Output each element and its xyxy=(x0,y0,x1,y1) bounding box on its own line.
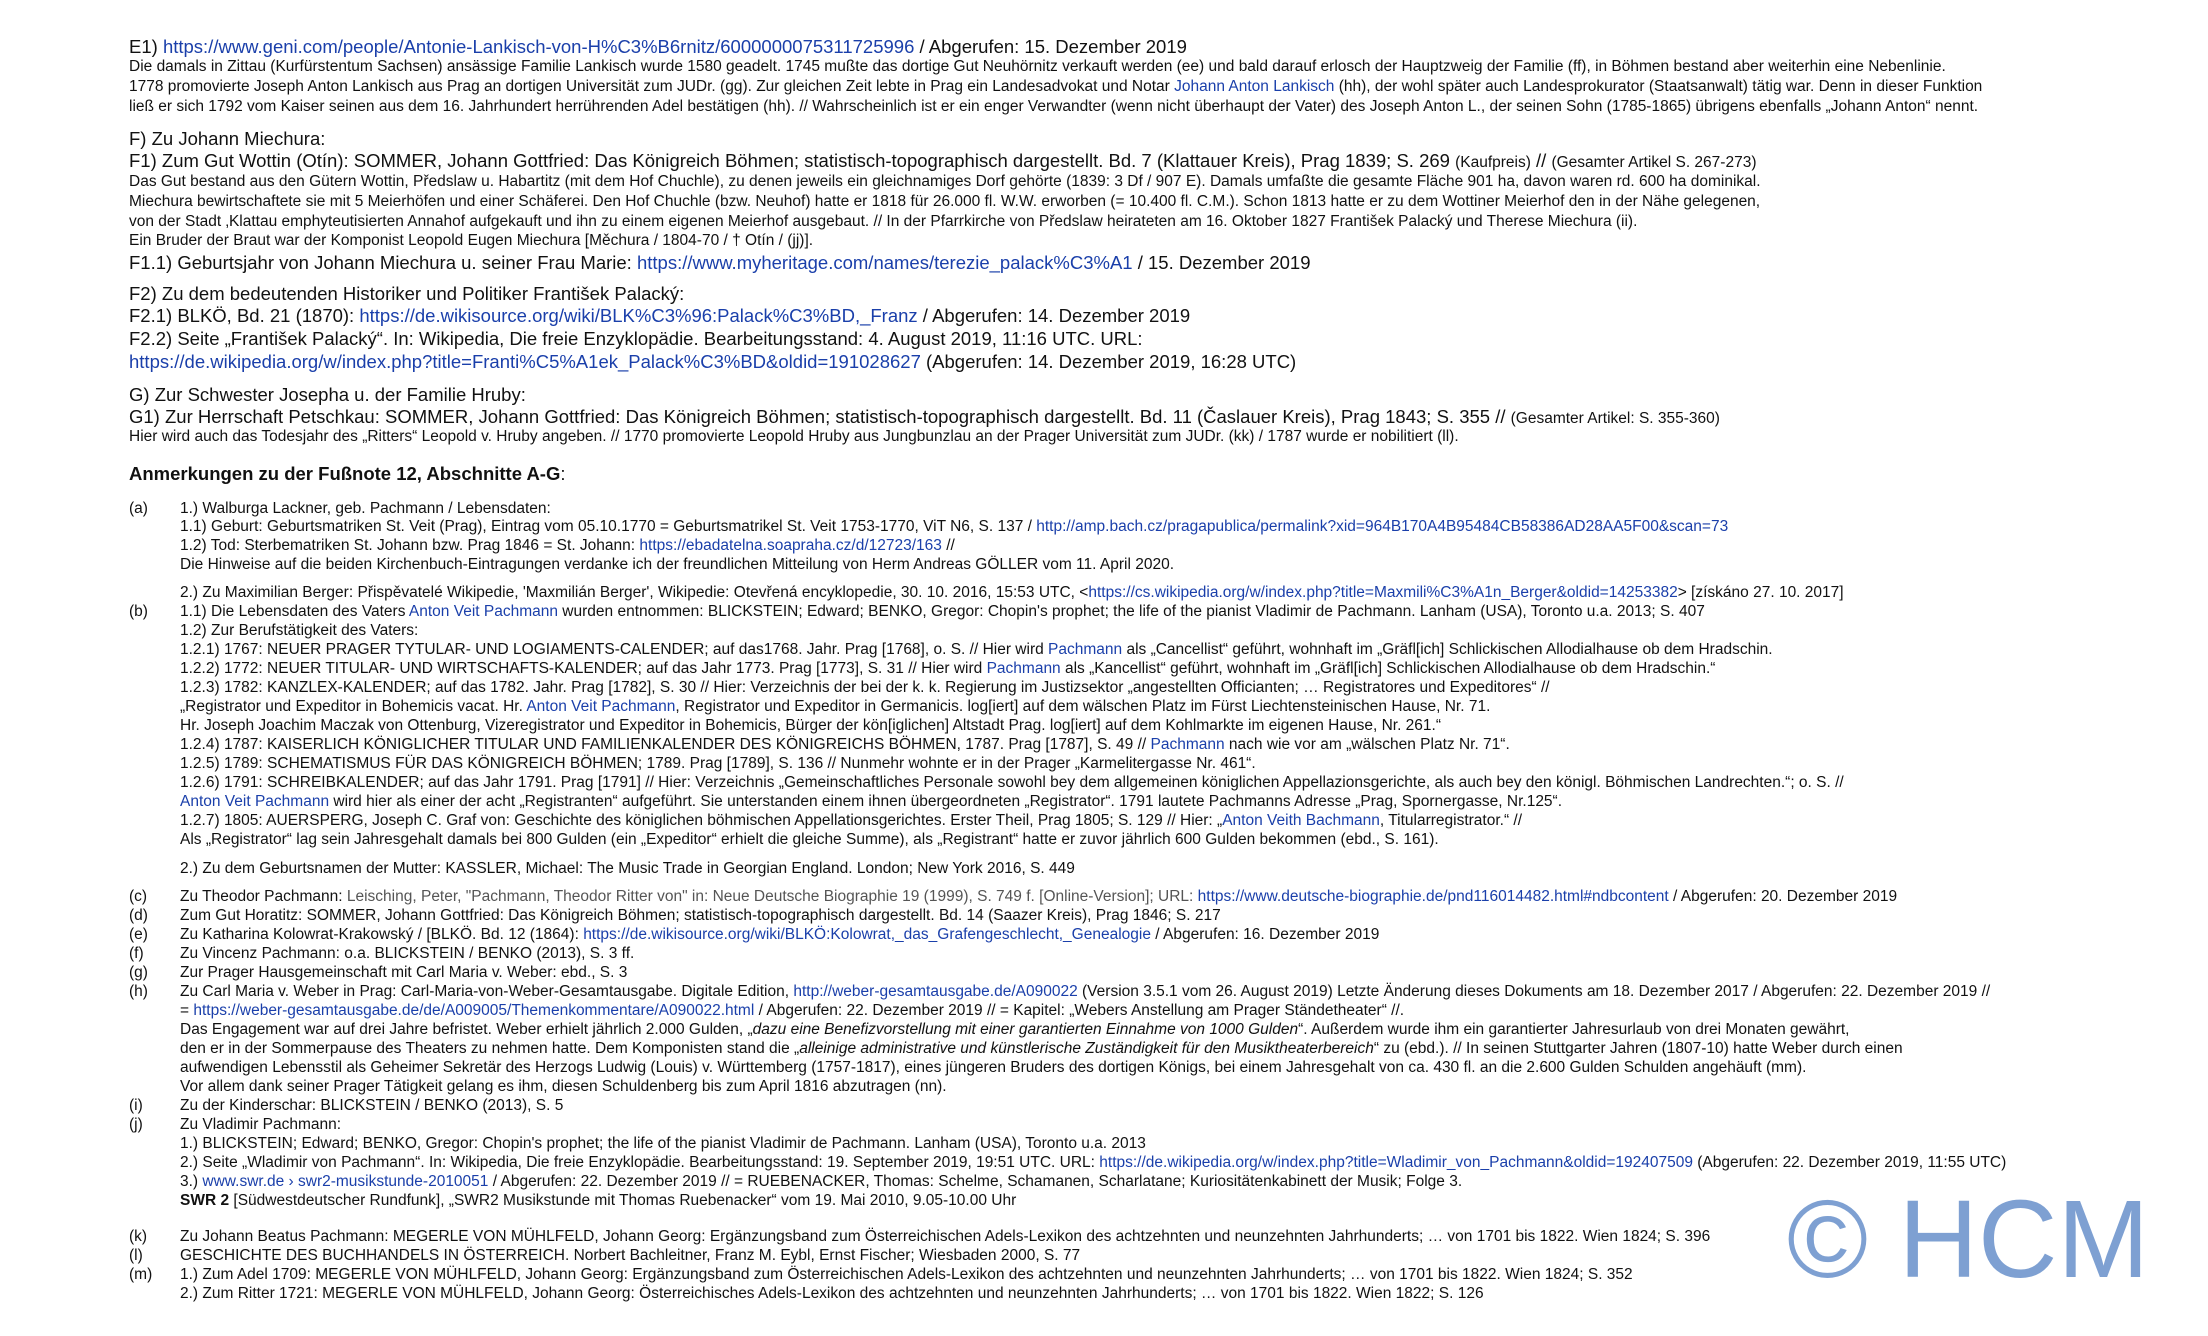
text-segment: Die damals in Zittau (Kurfürstentum Sachsen) ansässige Familie Lankisch wurde 1580 geadelt. 1745 mußte das dortige Gut Neuhörnitz verkauft werden (ee) und bald darauf erlosch der Hauptzweig der Familie (ff), in Böhmen bestand aber weiterhin eine Nebenlinie. xyxy=(129,58,1946,75)
text-segment: 2.) Zu dem Geburtsnamen der Mutter: KASSLER, Michael: The Music Trade in Georgian England. London; New York 2016, S. 449 xyxy=(180,860,1075,877)
text-segment: (Gesamter Artikel S. 267-273) xyxy=(1551,154,1757,171)
text-line xyxy=(129,965,148,981)
text-segment: (e) xyxy=(129,926,148,943)
highlighted-name: Johann Anton Lankisch xyxy=(1174,78,1335,95)
text-segment: wird hier als einer der acht „Registranten“ aufgeführt. Sie unterstanden einem ihnen übergeordneten „Registrator“. 1791 lautete Pachmanns Adresse „Prag, Spornergasse, Nr.125“. xyxy=(329,793,1563,810)
text-segment: (j) xyxy=(129,1116,143,1133)
text-segment: GESCHICHTE DES BUCHHANDELS IN ÖSTERREICH. Norbert Bachleitner, Franz M. Eybl, Ernst Fischer; Wiesbaden 2000, S. 77 xyxy=(180,1247,1081,1264)
text-segment: / Abgerufen: 20. Dezember 2019 xyxy=(1668,888,1898,905)
text-segment: 1.) BLICKSTEIN; Edward; BENKO, Gregor: Chopin's prophet; the life of the pianist Vladimir de Pachmann. Lanham (USA), Toronto u.a. 2013 xyxy=(180,1135,1146,1152)
text-line xyxy=(129,194,1760,210)
text-segment: aufwendigen Lebensstil als Geheimer Sekretär des Herzogs Ludwig (Louis) v. Württemberg (1757-1817), eines jüngeren Bruders des dortigen Königs, bei einem Jahresgehalt von ca. 430 fl. an die 2.600 Gulden Schulden angehäuft (mm). xyxy=(180,1059,1807,1076)
text-line xyxy=(180,699,1490,715)
text-segment: nach wie vor am „wälschen Platz Nr. 71“. xyxy=(1224,736,1510,753)
text-line xyxy=(129,429,1459,445)
text-segment: F2) Zu dem bedeutenden Historiker und Politiker František Palacký: xyxy=(129,283,685,304)
text-segment: // xyxy=(941,537,955,554)
hyperlink[interactable]: https://www.deutsche-biographie.de/pnd116014482.html#ndbcontent xyxy=(1197,888,1669,905)
text-line xyxy=(129,233,813,249)
text-line xyxy=(129,1267,152,1283)
text-segment: 3.) xyxy=(180,1173,203,1190)
text-line xyxy=(129,99,1978,115)
text-line xyxy=(129,1117,143,1133)
text-line xyxy=(180,538,955,554)
text-line xyxy=(129,386,526,405)
text-line xyxy=(180,889,1897,905)
text-segment: 1.) Zum Adel 1709: MEGERLE VON MÜHLFELD, Johann Georg: Ergänzungsband zum Österreichischen Adels-Lexikon des achtzehnten und neunzehnten Jahrhunderts; … von 1701 bis 1822. Wien 1824; S. 352 xyxy=(180,1266,1633,1283)
text-segment: = xyxy=(180,1002,194,1019)
text-segment: / Abgerufen: 22. Dezember 2019 // = Kapitel: „Webers Anstellung am Prager Ständetheater“ //. xyxy=(754,1002,1405,1019)
text-segment: 2.) Zu Maximilian Berger: Přispěvatelé Wikipedie, 'Maxmilián Berger', Wikipedie: Otevřená encyklopedie, 30. 10. 2016, 15:53 UTC, < xyxy=(180,584,1089,601)
text-segment: / Abgerufen: 15. Dezember 2019 xyxy=(914,36,1187,57)
text-line xyxy=(180,1174,1462,1190)
text-line xyxy=(129,353,1296,372)
text-line xyxy=(180,775,1844,791)
text-line xyxy=(129,465,566,484)
hyperlink[interactable]: https://www.myheritage.com/names/terezie_palack%C3%A1 xyxy=(636,252,1133,273)
text-segment: den er in der Sommerpause des Theaters zu nehmen hatte. Dem Komponisten stand die „ xyxy=(180,1040,800,1057)
text-line xyxy=(180,794,1562,810)
text-line xyxy=(180,1155,2006,1171)
hyperlink[interactable]: https://www.geni.com/people/Antonie-Lankisch-von-H%C3%B6rnitz/6000000075311725996 xyxy=(162,36,915,57)
hyperlink[interactable]: https://de.wikipedia.org/w/index.php?title=Wladimir_von_Pachmann&oldid=192407509 xyxy=(1099,1154,1693,1171)
text-line xyxy=(129,59,1946,75)
hyperlink[interactable]: https://ebadatelna.soapraha.cz/d/12723/163 xyxy=(639,537,942,554)
text-segment: F2.1) BLKÖ, Bd. 21 (1870): xyxy=(129,305,360,326)
text-line xyxy=(180,1286,1484,1302)
text-segment: Zur Prager Hausgemeinschaft mit Carl Maria v. Weber: ebd., S. 3 xyxy=(180,964,628,981)
text-segment: Zu Theodor Pachmann: xyxy=(180,888,347,905)
text-segment: , Registrator und Expeditor in Germanicis. log[iert] auf dem wälschen Platz im Fürst Liechtensteinischen Hause, Nr. 71. xyxy=(675,698,1491,715)
text-segment: Als „Registrator“ lag sein Jahresgehalt damals bei 800 Gulden (ein „Expeditor“ erhielt die gleiche Summe), als „Registrant“ hatte er zuvor jährlich 600 Gulden bekommen (ebd., S. 161). xyxy=(180,831,1439,848)
text-segment: Vor allem dank seiner Prager Tätigkeit gelang es ihm, diesen Schuldenberg bis zum April 1816 abzutragen (nn). xyxy=(180,1078,947,1095)
copyright-watermark: © HCM xyxy=(1787,1178,2150,1301)
text-line xyxy=(180,680,1550,696)
text-line xyxy=(180,1003,1404,1019)
text-segment: Hier wird auch das Todesjahr des „Ritters“ Leopold v. Hruby angeben. // 1770 promovierte Leopold Hruby aus Jungbunzlau an der Prager Universität zum JUDr. (kk) / 1787 wurde er nobilitiert (ll). xyxy=(129,428,1459,445)
highlighted-name: Anton Veit Pachmann xyxy=(526,698,676,715)
highlighted-name: Pachmann xyxy=(1150,736,1225,753)
text-segment: 1.1) Die Lebensdaten des Vaters xyxy=(180,603,409,620)
text-line xyxy=(180,965,627,981)
text-segment: (f) xyxy=(129,945,144,962)
text-segment: 1.) Walburga Lackner, geb. Pachmann / Lebensdaten: xyxy=(180,500,551,517)
text-segment: (a) xyxy=(129,500,148,517)
text-line xyxy=(129,79,1982,95)
text-line xyxy=(180,1079,947,1095)
text-segment: (l) xyxy=(129,1247,143,1264)
text-line xyxy=(129,307,1190,326)
text-line xyxy=(129,984,148,1000)
text-line xyxy=(129,908,148,924)
text-line xyxy=(180,1136,1146,1152)
text-line xyxy=(180,1229,1710,1245)
hyperlink[interactable]: http://weber-gesamtausgabe.de/A090022 xyxy=(793,983,1078,1000)
text-line xyxy=(129,604,148,620)
text-line xyxy=(180,984,1990,1000)
text-segment: Hr. Joseph Joachim Maczak von Ottenburg, Vizeregistrator und Expeditor in Bohemicis, Bürger der kön[iglichen] Altstadt Prag. log[iert] auf dem Kohlmarkte im eigenen Hause, Nr. 261.“ xyxy=(180,717,1442,734)
text-segment: E1) xyxy=(129,36,163,57)
text-segment: dazu eine Benefizvorstellung mit einer garantierten Einnahme von 1000 Gulden xyxy=(752,1021,1299,1038)
text-segment: / 15. Dezember 2019 xyxy=(1132,252,1311,273)
highlighted-name: Anton Veit Pachmann xyxy=(408,603,558,620)
text-segment: F1.1) Geburtsjahr von Johann Miechura u. seiner Frau Marie: xyxy=(129,252,637,273)
text-segment: Zu Katharina Kolowrat-Krakowský / [BLKÖ. Bd. 12 (1864): xyxy=(180,926,584,943)
text-segment: Die Hinweise auf die beiden Kirchenbuch-Eintragungen verdanke ich der freundlichen Mitteilung von Herm Andreas GÖLLER vom 11. April 2020. xyxy=(180,556,1174,573)
text-segment: 1778 promovierte Joseph Anton Lankisch aus Prag an dortigen Universität zum JUDr. (gg). Zur gleichen Zeit lebte in Prag ein Landesadvokat und Notar xyxy=(129,78,1175,95)
text-segment: Anmerkungen zu der Fußnote 12, Abschnitte A-G xyxy=(129,463,561,484)
highlighted-name: Pachmann xyxy=(986,660,1061,677)
text-line xyxy=(180,756,1256,772)
text-segment: 2.) Zum Ritter 1721: MEGERLE VON MÜHLFELD, Johann Georg: Österreichisches Adels-Lexikon des achtzehnten und neunzehnten Jahrhunderts; … von 1701 bis 1822. Wien 1822; S. 126 xyxy=(180,1285,1484,1302)
text-line xyxy=(180,737,1510,753)
text-line xyxy=(129,38,1187,57)
text-segment: (c) xyxy=(129,888,148,905)
text-segment: als „Cancellist“ geführt, wohnhaft im „Gräfl[ich] Schlickischen Allodialhause ob dem Hradschin. xyxy=(1122,641,1773,658)
text-line xyxy=(180,1267,1633,1283)
hyperlink[interactable]: https://de.wikisource.org/wiki/BLK%C3%96:Palack%C3%BD,_Franz xyxy=(359,305,918,326)
text-segment: Das Gut bestand aus den Gütern Wottin, Předslaw u. Habartitz (mit dem Hof Chuchle), zu denen jeweils ein gleichnamiges Dorf gehörte (1839: 3 Df / 907 E). Damals umfaßte die gesamte Fläche 901 ha, davon waren rd. 600 ha dominikal. xyxy=(129,173,1761,190)
text-segment: Zu Johann Beatus Pachmann: MEGERLE VON MÜHLFELD, Johann Georg: Ergänzungsband zum Österreichischen Adels-Lexikon des achtzehnten und neunzehnten Jahrhunderts; … von 1701 bis 1822. Wien 1824; S. 396 xyxy=(180,1228,1711,1245)
text-segment: 1.2.4) 1787: KAISERLICH KÖNIGLICHER TITULAR UND FAMILIENKALENDER DES KÖNIGREICHS BÖHMEN, 1787. Prag [1787], S. 49 // xyxy=(180,736,1151,753)
text-segment: 1.2.7) 1805: AUERSPERG, Joseph C. Graf von: Geschichte des königlichen böhmischen Appellationsgerichtes. Erster Theil, Prag 1805; S. 129 // Hier: „ xyxy=(180,812,1223,829)
text-line xyxy=(129,130,325,149)
text-segment: : xyxy=(560,463,566,484)
text-segment: Zu Vladimir Pachmann: xyxy=(180,1116,342,1133)
text-segment: / Abgerufen: 14. Dezember 2019 xyxy=(917,305,1191,326)
text-line xyxy=(180,813,1522,829)
hyperlink[interactable]: http://amp.bach.cz/pragapublica/permalink?xid=964B170A4B95484CB58386AD28AA5F00&scan=73 xyxy=(1036,518,1729,535)
text-line xyxy=(129,330,1143,349)
text-segment: 1.2.6) 1791: SCHREIBKALENDER; auf das Jahr 1791. Prag [1791] // Hier: Verzeichnis „Gemeinschaftliches Personale sowohl bey dem allgemeinen königlichen Appellazionsgerichte, als auch bey den königl. Böhmischen Landrechten.“; o. S. // xyxy=(180,774,1844,791)
text-line xyxy=(180,861,1075,877)
text-segment: Zu Carl Maria v. Weber in Prag: Carl-Maria-von-Weber-Gesamtausgabe. Digitale Edition, xyxy=(180,983,794,1000)
text-line xyxy=(180,946,634,962)
text-line xyxy=(180,927,1379,943)
text-line xyxy=(180,623,418,639)
text-segment: (i) xyxy=(129,1097,143,1114)
text-segment: F2.2) Seite „František Palacký“. In: Wikipedia, Die freie Enzyklopädie. Bearbeitungsstand: 4. August 2019, 11:16 UTC. URL: xyxy=(129,328,1143,349)
text-line xyxy=(180,661,1715,677)
text-segment: Das Engagement war auf drei Jahre befristet. Weber erhielt jährlich 2.000 Gulden, „ xyxy=(180,1021,753,1038)
text-segment: 2.) Seite „Wladimir von Pachmann“. In: Wikipedia, Die freie Enzyklopädie. Bearbeitungsstand: 19. September 2019, 19:51 UTC. URL: xyxy=(180,1154,1100,1171)
text-line xyxy=(129,174,1761,190)
text-segment: (g) xyxy=(129,964,148,981)
text-segment: (d) xyxy=(129,907,148,924)
text-segment: Zu der Kinderschar: BLICKSTEIN / BENKO (2013), S. 5 xyxy=(180,1097,564,1114)
text-line xyxy=(129,408,1720,427)
text-segment: (h) xyxy=(129,983,148,1000)
text-segment: G) Zur Schwester Josepha u. der Familie Hruby: xyxy=(129,384,526,405)
text-line xyxy=(180,642,1773,658)
text-line xyxy=(180,908,1221,924)
text-segment: SWR 2 xyxy=(180,1192,230,1209)
text-line xyxy=(180,519,1728,535)
text-line xyxy=(180,501,551,517)
text-line xyxy=(180,585,1844,601)
text-segment: wurden entnommen: BLICKSTEIN; Edward; BENKO, Gregor: Chopin's prophet; the life of the pianist Vladimir de Pachmann. Lanham (USA), Toronto u.a. 2013; S. 407 xyxy=(558,603,1705,620)
text-segment: / Abgerufen: 22. Dezember 2019 // = RUEBENACKER, Thomas: Schelme, Schamanen, Scharlatane; Kuriositätenkabinett der Musik; Folge 3. xyxy=(488,1173,1463,1190)
text-line xyxy=(129,254,1311,273)
text-segment: (b) xyxy=(129,603,148,620)
text-segment: > [získáno 27. 10. 2017] xyxy=(1677,584,1844,601)
text-line xyxy=(129,1229,147,1245)
text-segment: Leisching, Peter, "Pachmann, Theodor Ritter von" in: Neue Deutsche Biographie 19 (1999), S. 749 f. [Online-Version]; URL: xyxy=(346,888,1198,905)
text-segment: 1.2.3) 1782: KANZLEX-KALENDER; auf das 1782. Jahr. Prag [1782], S. 30 // Hier: Verzeichnis der bei der k. k. Regierung im Justizsektor „angestellten Officianten; … Registratores und Expeditores“ // xyxy=(180,679,1550,696)
text-line xyxy=(129,214,1637,230)
text-line xyxy=(129,501,148,517)
text-segment: F1) Zum Gut Wottin (Otín): SOMMER, Johann Gottfried: Das Königreich Böhmen; statistisch-topographisch dargestellt. Bd. 7 (Klattauer Kreis), Prag 1839; S. 269 xyxy=(129,150,1456,171)
text-line xyxy=(180,1117,341,1133)
text-line xyxy=(129,889,147,905)
text-segment: (hh), der wohl später auch Landesprokurator (Staatsanwalt) tätig war. Denn in dieser Funktion xyxy=(1334,78,1983,95)
text-segment: (k) xyxy=(129,1228,148,1245)
text-line xyxy=(180,1193,1016,1209)
text-segment: “ zu (ebd.). // In seinen Stuttgarter Jahren (1807-10) hatte Weber durch einen xyxy=(1373,1040,1903,1057)
text-line xyxy=(180,832,1439,848)
hyperlink[interactable]: https://cs.wikipedia.org/w/index.php?title=Maxmili%C3%A1n_Berger&oldid=14253382 xyxy=(1088,584,1678,601)
text-segment: 1.2.2) 1772: NEUER TITULAR- UND WIRTSCHAFTS-KALENDER; auf das Jahr 1773. Prag [1773], S. 31 // Hier wird xyxy=(180,660,987,677)
text-line xyxy=(129,285,684,304)
hyperlink[interactable]: https://de.wikisource.org/wiki/BLKÖ:Kolowrat,_das_Grafengeschlecht,_Genealogie xyxy=(583,926,1151,943)
text-segment: ließ er sich 1792 vom Kaiser seinen aus dem 16. Jahrhundert herrührenden Adel bestätigen (hh). // Wahrscheinlich ist er ein enger Verwandter (wenn nicht überhaupt der Vater) des Joseph Anton L., der seinen Sohn (1785-1865) übrigens ebenfalls „Johann Anton“ nennt. xyxy=(129,98,1979,115)
text-segment: [Südwestdeutscher Rundfunk], „SWR2 Musikstunde mit Thomas Ruebenacker“ vom 19. Mai 2010, 9.05-10.00 Uhr xyxy=(229,1192,1017,1209)
text-segment: // xyxy=(1530,150,1552,171)
text-line xyxy=(180,604,1705,620)
text-segment: „Registrator und Expeditor in Bohemicis vacat. Hr. xyxy=(180,698,527,715)
text-line xyxy=(180,1248,1080,1264)
text-segment: alleinige administrative und künstlerische Zuständigkeit für den Musiktheaterbereich xyxy=(799,1040,1374,1057)
text-segment: (Abgerufen: 22. Dezember 2019, 11:55 UTC) xyxy=(1692,1154,2007,1171)
highlighted-name: Pachmann xyxy=(1048,641,1123,658)
text-segment: “. Außerdem wurde ihm ein garantierter Jahresurlaub von drei Monaten gewährt, xyxy=(1298,1021,1850,1038)
text-segment: Miechura bewirtschaftete sie mit 5 Meierhöfen und einer Schäferei. Den Hof Chuchle (bzw. Neuhof) hatte er 1818 für 26.000 fl. W.W. erworben (= 10.400 fl. C.M.). Schon 1813 hatte er zu dem Wottiner Meierhof den in der Nähe gelegenen, xyxy=(129,193,1761,210)
text-segment: von der Stadt ‚Klattau emphyteutisierten Annahof aufgekauft und ihn zu einem eigenen Meierhof ausgebaut. // In der Pfarrkirche von Předslaw heirateten am 16. Oktober 1827 František Palacký und Therese Miechura (ii). xyxy=(129,213,1638,230)
text-segment: Zum Gut Horatitz: SOMMER, Johann Gottfried: Das Königreich Böhmen; statistisch-topographisch dargestellt. Bd. 14 (Saazer Kreis), Prag 1846; S. 217 xyxy=(180,907,1221,924)
hyperlink[interactable]: https://weber-gesamtausgabe.de/de/A009005/Themenkommentare/A090022.html xyxy=(193,1002,755,1019)
text-segment: 1.2) Zur Berufstätigkeit des Vaters: xyxy=(180,622,419,639)
text-segment: (Abgerufen: 14. Dezember 2019, 16:28 UTC) xyxy=(920,351,1297,372)
text-line xyxy=(180,1041,1903,1057)
text-line xyxy=(129,1248,143,1264)
text-segment: als „Kancellist“ geführt, wohnhaft im „Gräfl[ich] Schlickischen Allodialhause ob dem Hradschin.“ xyxy=(1060,660,1716,677)
text-line xyxy=(129,152,1756,171)
text-segment: (Version 3.5.1 vom 26. August 2019) Letzte Änderung dieses Dokuments am 18. Dezember 2017 / Abgerufen: 22. Dezember 2019 // xyxy=(1077,983,1991,1000)
text-line xyxy=(180,1022,1850,1038)
text-segment: (m) xyxy=(129,1266,153,1283)
text-line xyxy=(180,557,1174,573)
hyperlink[interactable]: https://de.wikipedia.org/w/index.php?title=Franti%C5%A1ek_Palack%C3%BD&oldid=191028627 xyxy=(129,351,921,372)
text-segment: Zu Vincenz Pachmann: o.a. BLICKSTEIN / BENKO (2013), S. 3 ff. xyxy=(180,945,635,962)
text-segment: , Titularregistrator.“ // xyxy=(1379,812,1523,829)
highlighted-name: Anton Veith Bachmann xyxy=(1222,812,1380,829)
text-line xyxy=(129,1098,143,1114)
text-line xyxy=(180,1060,1806,1076)
text-line xyxy=(180,718,1441,734)
text-line xyxy=(129,946,144,962)
text-segment: G1) Zur Herrschaft Petschkau: SOMMER, Johann Gottfried: Das Königreich Böhmen; statistisch-topographisch dargestellt. Bd. 11 (Časlauer Kreis), Prag 1843; S. 355 // xyxy=(129,406,1511,427)
text-segment: (Kaufpreis) xyxy=(1455,154,1531,171)
text-segment: 1.2) Tod: Sterbematriken St. Johann bzw. Prag 1846 = St. Johann: xyxy=(180,537,640,554)
text-segment: 1.2.5) 1789: SCHEMATISMUS FÜR DAS KÖNIGREICH BÖHMEN; 1789. Prag [1789], S. 136 // Nunmehr wohnte er in der Prager „Karmelitergasse Nr. 461“. xyxy=(180,755,1256,772)
text-segment: 1.1) Geburt: Geburtsmatriken St. Veit (Prag), Eintrag vom 05.10.1770 = Geburtsmatrikel St. Veit 1753-1770, ViT N6, S. 137 / xyxy=(180,518,1037,535)
text-line xyxy=(129,927,148,943)
text-segment: / Abgerufen: 16. Dezember 2019 xyxy=(1150,926,1380,943)
text-segment: Ein Bruder der Braut war der Komponist Leopold Eugen Miechura [Měchura / 1804-70 / † Otín / (jj)]. xyxy=(129,232,814,249)
text-segment: (Gesamter Artikel: S. 355-360) xyxy=(1510,410,1720,427)
text-segment: F) Zu Johann Miechura: xyxy=(129,128,326,149)
hyperlink[interactable]: www.swr.de › swr2-musikstunde-2010051 xyxy=(202,1173,489,1190)
highlighted-name: Anton Veit Pachmann xyxy=(180,793,330,810)
text-segment: 1.2.1) 1767: NEUER PRAGER TYTULAR- UND LOGIAMENTS-CALENDER; auf das1768. Jahr. Prag [1768], o. S. // Hier wird xyxy=(180,641,1049,658)
text-line xyxy=(180,1098,563,1114)
